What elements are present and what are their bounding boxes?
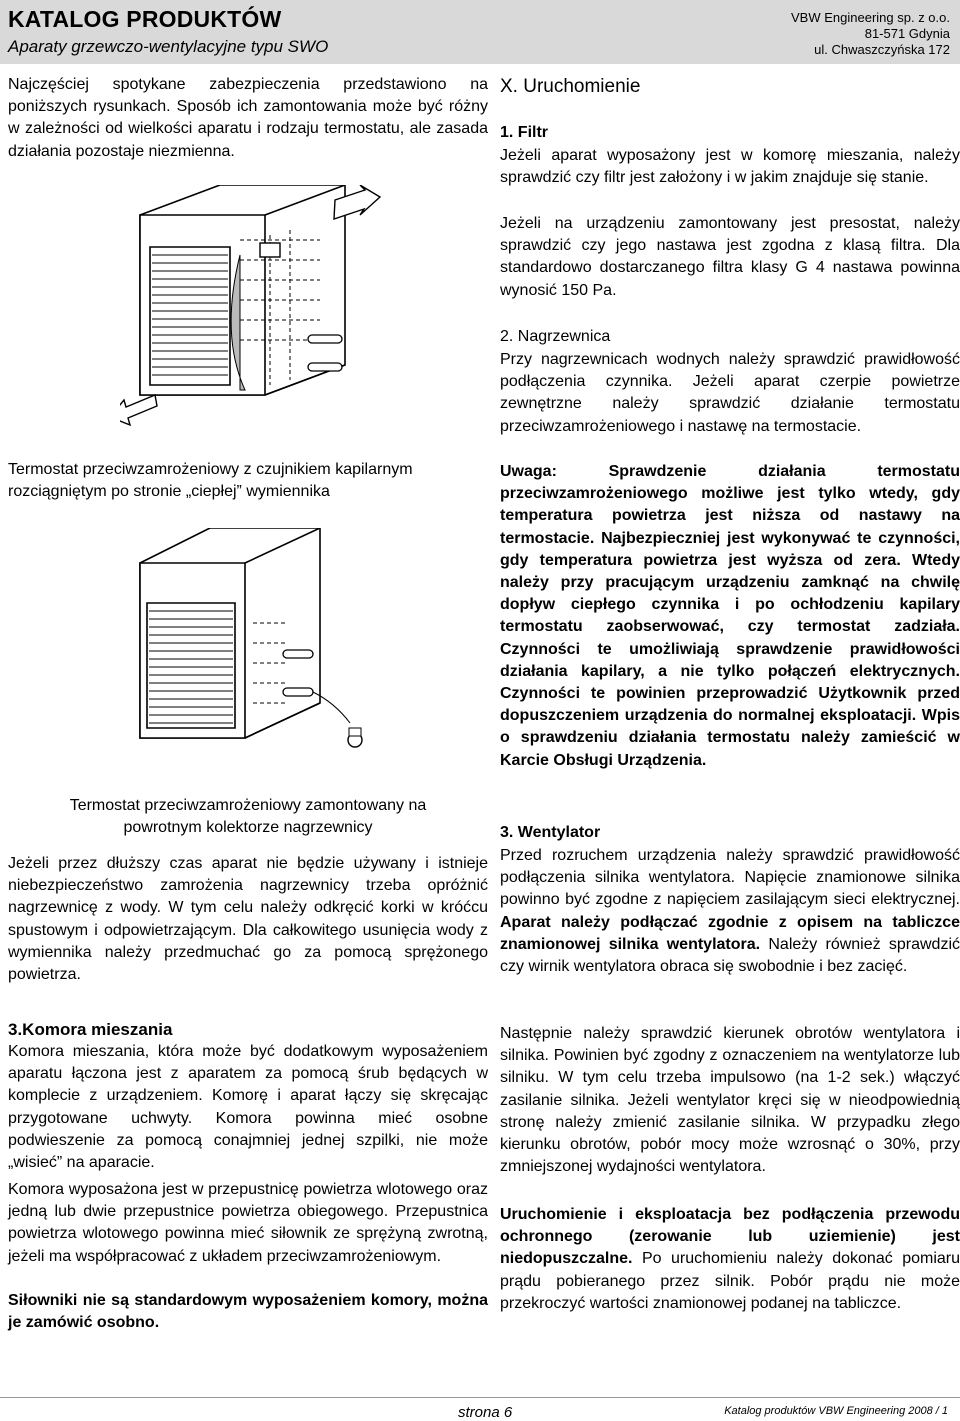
company-street: ul. Chwaszczyńska 172 [814, 42, 950, 57]
catalog-edition: Katalog produktów VBW Engineering 2008 / 1 [724, 1405, 948, 1417]
wentylator-heading: 3. Wentylator [500, 824, 601, 841]
figure2-caption-line2: powrotnym kolektorze nagrzewnicy [123, 819, 373, 836]
catalog-subtitle: Aparaty grzewczo-wentylacyjne typu SWO [8, 37, 329, 56]
komora-paragraph-2: Komora wyposażona jest w przepustnicę powietrza wlotowego oraz jedną lub dwie przepustnice powietrza obiegowego. Przepustnica powietrza wlotowego powinna mieć siłownik ze sprężyną zwrotną, jeżeli ma współpracować z układem przeciwzamrożeniowym. [8, 1181, 488, 1265]
filtr-paragraph-2: Jeżeli na urządzeniu zamontowany jest presostat, należy sprawdzić czy jego nastawa jest zgodna z klasą filtra. Dla standardowo dostarczanego filtra klasy G 4 nastawa powinna wynosić 150 Pa. [500, 215, 960, 299]
wentylator-paragraph-1 [500, 845, 960, 978]
wentylator-bold-b: Uruchomienie i eksploatacja bez podłączenia przewodu ochronnego (zerowanie lub uziemienie) jest niedopuszczalne. [500, 1206, 960, 1268]
komora-paragraph-1: Komora mieszania, która może być dodatkowym wyposażeniem aparatu łączona jest z aparatem za pomocą śrub będących w komplecie z urządzeniem. Komorę i aparat łączy się skręcając przygotowane uchwyty. Komora powinna mieć osobne podwieszenie za pomocą conajmniej jednej szpilki, nie może „wisieć” na aparacie. [8, 1043, 488, 1172]
intro-paragraph: Najczęściej spotykane zabezpieczenia przedstawiono na poniższych rysunkach. Sposób ich zamontowania może być różny w zależności od wielkości aparatu i rodzaju termostatu, ale zasada działania pozostaje niezmienna. [8, 76, 488, 160]
filtr-heading: 1. Filtr [500, 124, 549, 141]
catalog-title: KATALOG PRODUKTÓW [8, 6, 282, 32]
komora-note-bold: Siłowniki nie są standardowym wyposażeniem komory, można je zamówić osobno. [8, 1292, 488, 1332]
heater-diagram-collector [135, 528, 395, 773]
filtr-paragraph-1: Jeżeli aparat wyposażony jest w komorę mieszania, należy sprawdzić czy filtr jest założony i w jakim znajduje się stanie. [500, 147, 960, 187]
nagrzewnica-paragraph: Przy nagrzewnicach wodnych należy sprawdzić prawidłowość podłączenia czynnika. Jeżeli aparat czerpie powietrze zewnętrzne należy sprawdzić działanie termostatu przeciwzamrożeniowego i nastawę na termostacie. [500, 351, 960, 435]
page-header [0, 0, 960, 64]
company-postal: 81-571 Gdynia [864, 26, 950, 41]
footer-divider [0, 1397, 960, 1398]
nagrzewnica-warning: Uwaga: Sprawdzenie działania termostatu przeciwzamrożeniowego możliwe jest tylko wtedy, gdy temperatura powietrza jest niższa od nastawy na termostacie. Najbezpieczniej jest wykonywać te czynności, gdy temperatura powietrza jest wyższa od zera. Wtedy należy przy pracującym urządzeniu zamknąć na chwilę dopływ ciepłego czynnika i po ochłodzeniu kapilary termostatu zaobserwować, czy termostat zadziała. Czynności te umożliwiają sprawdzenie prawidłowości działania kapilary, a nie tylko połączeń elektrycznych. Czynności te powinien przeprowadzić Użytkownik przed dopuszczeniem urządzenia do normalnej eksploatacji. Wpis o sprawdzeniu działania termostatu należy zamieścić w Karcie Obsługi Urządzenia. [500, 463, 960, 769]
figure2-caption-line1: Termostat przeciwzamrożeniowy zamontowany na [69, 797, 427, 814]
drain-paragraph: Jeżeli przez dłuższy czas aparat nie będzie używany i istnieje niebezpieczeństwo zamrożenia nagrzewnicy trzeba opróżnić nagrzewnicę z wody. W tym celu należy odkręcić korki w króćcu spustowym i odpowietrzającym. Dla całkowitego usunięcia wody z wymiennika należy przedmuchać go za pomocą sprężonego powietrza. [8, 855, 488, 984]
wentylator-text-c: Po uruchomieniu należy dokonać pomiaru prądu pobieranego przez silnik. Pobór prądu nie może przekroczyć wartości znamionowej podanej na tabliczce. [500, 1250, 960, 1312]
heater-diagram-capillary [120, 185, 500, 435]
nagrzewnica-heading: 2. Nagrzewnica [500, 328, 611, 345]
wentylator-text-b: Należy również sprawdzić czy wirnik wentylatora obraca się swobodnie i bez zacięć. [500, 935, 960, 976]
figure2-caption [8, 795, 488, 839]
section-heading: X. Uruchomienie [500, 76, 641, 97]
wentylator-bold-a: Aparat należy podłączać zgodnie z opisem na tabliczce znamionowej silnika wentylatora. [500, 913, 960, 953]
page-number: strona 6 [458, 1404, 513, 1421]
wentylator-text-a: Przed rozruchem urządzenia należy sprawdzić prawidłowość podłączenia silnika wentylatora. Napięcie znamionowe silnika powinno być zgodne z napięciem zasilającym sieci elektrycznej. [500, 847, 960, 909]
komora-heading: 3.Komora mieszania [8, 1020, 173, 1039]
wentylator-paragraph-3 [500, 1204, 960, 1315]
company-address [791, 10, 950, 58]
company-name: VBW Engineering sp. z o.o. [791, 10, 950, 25]
wentylator-paragraph-2: Następnie należy sprawdzić kierunek obrotów wentylatora i silnika. Powinien być zgodny z oznaczeniem na wentylatorze lub silniku. W tym celu trzeba impulsowo (na 1-2 sek.) włączyć zasilanie silnika. Jeżeli wentylator kręci się w nieodpowiednią stronę należy zmienić zasilanie silnika. W przypadku złego kierunku obrotów, pobór mocy może wzrosnąć o 30%, przy zmniejszonej wydajności wentylatora. [500, 1025, 960, 1176]
figure1-caption: Termostat przeciwzamrożeniowy z czujnikiem kapilarnym rozciągniętym po stronie „ciepłej” wymiennika [8, 461, 413, 500]
